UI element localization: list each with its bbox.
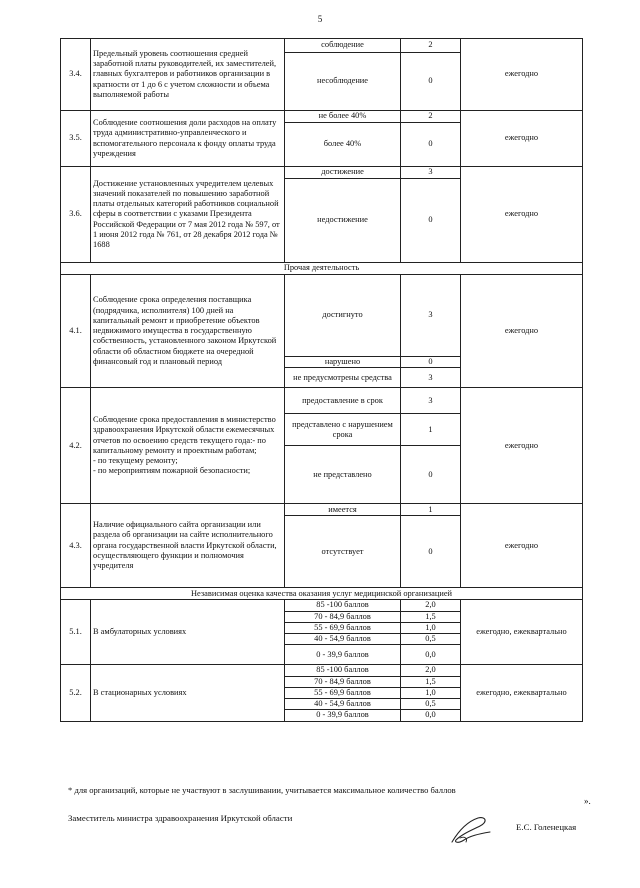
criterion-label: не представлено (285, 446, 401, 504)
criterion-label: отсутствует (285, 516, 401, 588)
criterion-points: 3 (401, 368, 461, 388)
row-description: Предельный уровень соотношения средней заработной платы руководителей, их заместителей, главных бухгалтеров и работников организации в кратности от 1 до 6 с учетом сложности и объема выполняемой работы (91, 39, 285, 111)
criteria-table (60, 38, 583, 722)
row-number: 4.2. (61, 388, 91, 504)
criterion-points: 0 (401, 53, 461, 111)
row-periodicity: ежегодно, ежеквартально (461, 600, 583, 665)
row-description: Соблюдение срока определения поставщика (подрядчика, исполнителя) 100 дней на капитальный ремонт и приобретение объектов недвижимого имущества в государственную собственность, установленного законом Иркутской области об областном бюджете на очередной финансовый год и плановый период (91, 275, 285, 388)
row-description: В стационарных условиях (91, 665, 285, 721)
criterion-points: 1 (401, 504, 461, 516)
row-number: 4.1. (61, 275, 91, 388)
criterion-points: 2 (401, 111, 461, 123)
criterion-label: более 40% (285, 123, 401, 167)
criterion-points: 0,0 (401, 645, 461, 665)
criterion-label: 85 -100 баллов (285, 665, 401, 676)
row-periodicity: ежегодно (461, 388, 583, 504)
signatory-title: Заместитель министра здравоохранения Иркутской области (68, 813, 293, 823)
row-description: Соблюдение соотношения доли расходов на оплату труда административно-управленческого и вспомогательного персонала к фонду оплаты труда учреждения (91, 111, 285, 167)
criterion-points: 1,5 (401, 676, 461, 687)
criterion-label: 70 - 84,9 баллов (285, 611, 401, 622)
criterion-label: представлено с нарушением срока (285, 414, 401, 446)
row-periodicity: ежегодно (461, 39, 583, 111)
table-row (61, 600, 583, 611)
criterion-label: несоблюдение (285, 53, 401, 111)
criterion-label: 40 - 54,9 баллов (285, 699, 401, 710)
table-row (61, 588, 583, 600)
criterion-points: 3 (401, 388, 461, 414)
row-number: 5.2. (61, 665, 91, 721)
table-row (61, 39, 583, 53)
criterion-label: предоставление в срок (285, 388, 401, 414)
table-row (61, 263, 583, 275)
criterion-label: не более 40% (285, 111, 401, 123)
section-heading-other: Прочая деятельность (61, 263, 583, 275)
criterion-points: 3 (401, 167, 461, 179)
row-number: 3.5. (61, 111, 91, 167)
criterion-points: 1,0 (401, 687, 461, 698)
criterion-label: достижение (285, 167, 401, 179)
criterion-points: 0,5 (401, 634, 461, 645)
row-description (91, 388, 285, 504)
criterion-points: 1,5 (401, 611, 461, 622)
criterion-points: 2,0 (401, 600, 461, 611)
closing-quote-mark: ». (584, 796, 591, 806)
row-description: Достижение установленных учредителем целевых значений показателей по повышению заработной платы отдельных категорий работников социальной сферы в соответствии с указами Президента Российской Федерации от 7 мая 2012 года № 597, от 1 июня 2012 года № 761, от 28 декабря 2012 года № 1688 (91, 167, 285, 263)
row-number: 4.3. (61, 504, 91, 588)
criterion-points: 0 (401, 123, 461, 167)
criterion-label: не предусмотрены средства (285, 368, 401, 388)
criterion-label: 85 -100 баллов (285, 600, 401, 611)
table-row (61, 504, 583, 516)
description-line: Соблюдение срока предоставления в министерство здравоохранения Иркутской области ежемесячных отчетов по освоению средств текущего года:- по капитальному ремонту и проектным работам; (93, 415, 276, 455)
criterion-points: 0 (401, 179, 461, 263)
criterion-label: нарушено (285, 357, 401, 368)
signatory-name: Е.С. Голенецкая (516, 822, 577, 832)
description-line: - по текущему ремонту; (93, 456, 178, 465)
row-description: Наличие официального сайта организации или раздела об организации на сайте исполнительного органа государственной власти Иркутской области, осуществляющего функции и полномочия учредителя (91, 504, 285, 588)
criterion-points: 0 (401, 516, 461, 588)
criterion-label: соблюдение (285, 39, 401, 53)
table-row (61, 275, 583, 357)
section-heading-quality: Независимая оценка качества оказания услуг медицинской организацией (61, 588, 583, 600)
criterion-points: 2 (401, 39, 461, 53)
criterion-label: достигнуто (285, 275, 401, 357)
criterion-points: 3 (401, 275, 461, 357)
table-row (61, 665, 583, 676)
row-periodicity: ежегодно (461, 275, 583, 388)
row-number: 3.4. (61, 39, 91, 111)
row-number: 3.6. (61, 167, 91, 263)
row-periodicity: ежегодно, ежеквартально (461, 665, 583, 721)
table-row (61, 111, 583, 123)
table-row (61, 167, 583, 179)
criterion-points: 2,0 (401, 665, 461, 676)
row-periodicity: ежегодно (461, 167, 583, 263)
row-periodicity: ежегодно (461, 504, 583, 588)
criterion-label: 0 - 39,9 баллов (285, 710, 401, 721)
row-periodicity: ежегодно (461, 111, 583, 167)
criterion-label: 55 - 69,9 баллов (285, 687, 401, 698)
description-line: - по мероприятиям пожарной безопасности; (93, 466, 251, 476)
criterion-label: 55 - 69,9 баллов (285, 622, 401, 633)
page-number: 5 (317, 14, 323, 24)
criterion-points: 0,0 (401, 710, 461, 721)
criterion-label: 0 - 39,9 баллов (285, 645, 401, 665)
criterion-label: 40 - 54,9 баллов (285, 634, 401, 645)
criterion-points: 0,5 (401, 699, 461, 710)
criterion-points: 0 (401, 446, 461, 504)
criterion-label: недостижение (285, 179, 401, 263)
handwritten-signature (448, 814, 494, 846)
table-row (61, 388, 583, 414)
criterion-points: 1,0 (401, 622, 461, 633)
criterion-points: 1 (401, 414, 461, 446)
criterion-label: имеется (285, 504, 401, 516)
criterion-label: 70 - 84,9 баллов (285, 676, 401, 687)
row-number: 5.1. (61, 600, 91, 665)
criterion-points: 0 (401, 357, 461, 368)
footnote: * для организаций, которые не участвуют в заслушивании, учитывается максимальное количество баллов (68, 785, 456, 795)
row-description: В амбулаторных условиях (91, 600, 285, 665)
